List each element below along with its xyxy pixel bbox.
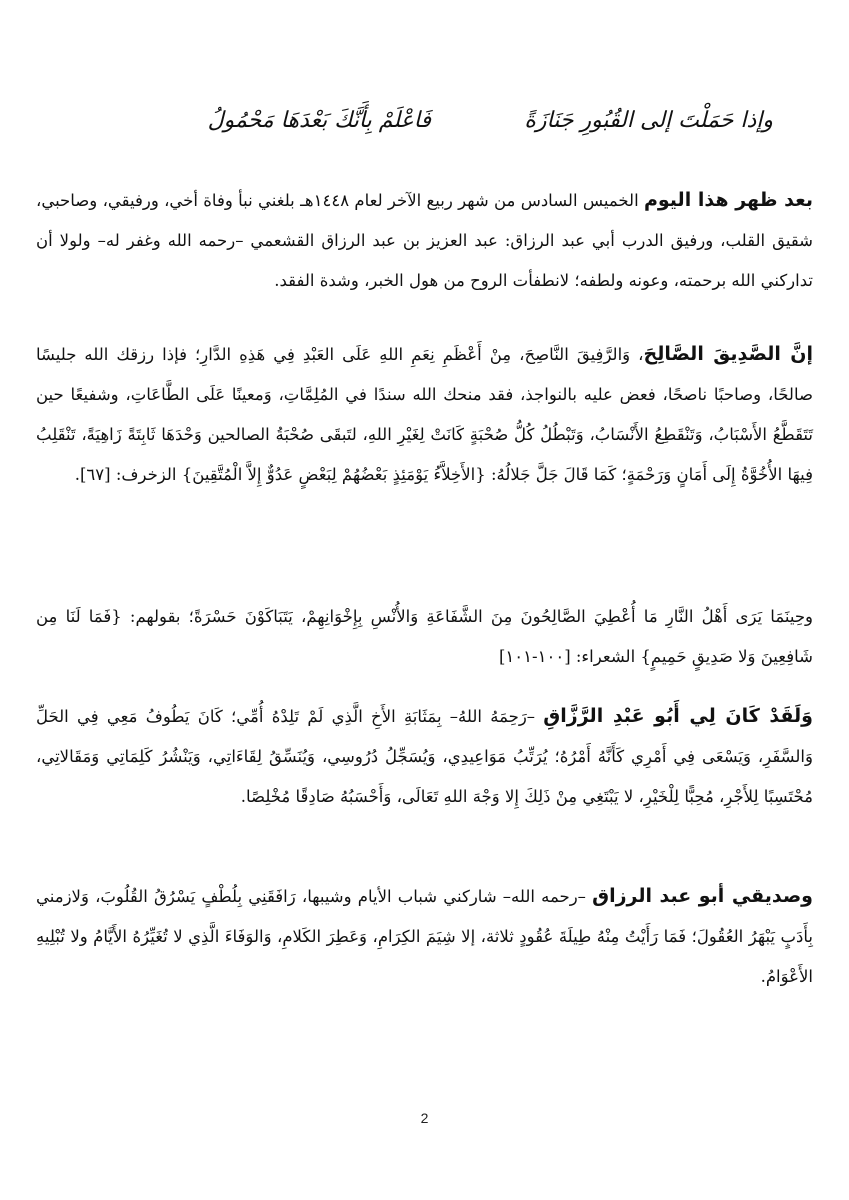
paragraph-lead: وَلَقَدْ كَانَ لِي أَبُو عَبْدِ الرَّزَّاقِ <box>543 705 813 727</box>
verse-first-hemistich: وإذا حَمَلْتَ إلى القُبُورِ جَنَازَةً <box>524 108 773 133</box>
paragraph-lead: وصديقي أبو عبد الرزاق <box>592 885 813 907</box>
verse-second-hemistich: فَاعْلَمْ بِأَنَّكَ بَعْدَهَا مَحْمُولُ <box>207 108 431 133</box>
paragraph-lead: بعد ظهر هذا اليوم <box>643 189 813 211</box>
paragraph-4 <box>36 696 813 817</box>
paragraph-body: الخميس السادس من شهر ربيع الآخر لعام ١٤٤٨هـ بلغني نبأ وفاة أخي، ورفيقي، وصاحبي، شقيق القلب، ورفيق الدرب أبي عبد الرزاق: عبد العزيز بن عبد الرزاق القشعمي –رحمه الله وغفر له– ولولا أن تداركني الله برحمته، وعونه ولطفه؛ لانطفأت الروح من هول الخبر، وشدة الفقد. <box>36 191 813 290</box>
page-number: 2 <box>420 1110 429 1126</box>
poetry-verse <box>0 108 849 148</box>
paragraph-3 <box>36 596 813 677</box>
paragraph-body: –رَحِمَهُ اللهُ– بِمَثَابَةِ الأَخِ الَّذِي لَمْ تَلِدْهُ أُمِّي؛ كَانَ يَطُوفُ مَعِي فِي الحَلِّ وَالسَّفَرِ، وَيَسْعَى فِي أَمْرِي كَأَنَّهُ أَمْرُهُ؛ يُرَتِّبُ مَوَاعِيدِي، وَيُسَجِّلُ دُرُوسِي، وَيُنَسِّقُ لِقَاءَاتِي، وَيَنْشُرُ كَلِمَاتِي وَمَقَالاتِي، مُحْتَسِبًا لِلأَجْرِ، مُحِبًّا لِلْخَيْرِ، لا يَبْتَغِي مِنْ ذَلِكَ إِلا وَجْهَ اللهِ تَعَالَى، وَأَحْسَبُهُ صَادِقًا مُخْلِصًا. <box>36 707 813 806</box>
paragraph-1 <box>36 180 813 301</box>
paragraph-2 <box>36 334 813 495</box>
paragraph-body: ، وَالرَّفِيقَ النَّاصِحَ، مِنْ أَعْظَمِ نِعَمِ اللهِ عَلَى العَبْدِ فِي هَذِهِ الدَّارِ؛ فإذا رزقك الله جليسًا صالحًا، وصاحبًا ناصحًا، فعض عليه بالنواجذ، فقد منحك الله سندًا في المُلِمَّاتِ، وَمعينًا عَلَى الطَّاعَاتِ، وشفيعًا حين تَتَقَطَّعُ الأَسْبَابُ، وَتَنْقَطِعُ الأَنْسَابُ، وَتَبْطُلُ كُلُّ صُحْبَةٍ كَانَتْ لِغَيْرِ اللهِ، لتَبقَى صُحْبَةُ الصالحين وَحْدَهَا ثَابِتَةً زَاهِيَةً، تَنْقَلِبُ فِيهَا الأُخُوَّةُ إِلَى أَمَانٍ وَرَحْمَةٍ؛ كَمَا قَالَ جَلَّ جَلالُهُ: {الأَخِلاَّءُ يَوْمَئِذٍ بَعْضُهُمْ لِبَعْضٍ عَدُوٌّ إِلاَّ الْمُتَّقِينَ} الزخرف: [٦٧]. <box>36 345 813 484</box>
paragraph-body: –رحمه الله– شاركني شباب الأيام وشيبها، رَافَقَنِي بِلُطْفٍ يَسْرُقُ القُلُوبَ، وَلازمني بِأَدَبٍ يَبْهَرُ العُقُولَ؛ فَمَا رَأَيْتُ مِنْهُ طِيلَةَ عُقُودٍ ثلاثة، إلا شِيَمَ الكِرَامِ، وَعَطِرَ الكَلامِ، وَالوَفَاءَ الَّذِي لا تُغَيِّرُهُ الأَيَّامُ ولا تُبْلِيهِ الأَعْوَامُ. <box>36 887 813 986</box>
paragraph-lead: إنَّ الصَّدِيقَ الصَّالِحَ <box>643 343 813 365</box>
paragraph-body: وحِينَمَا يَرَى أَهْلُ النَّارِ مَا أُعْطِيَ الصَّالِحُونَ مِنَ الشَّفَاعَةِ وَالأُنْسِ بِإِخْوَانِهِمْ، يَتَبَاكَوْنَ حَسْرَةً؛ بقولهم: {فَمَا لَنَا مِن شَافِعِينَ وَلا صَدِيقٍ حَمِيمٍ} الشعراء: [١٠٠-١٠١] <box>36 607 813 666</box>
paragraph-5 <box>36 876 813 997</box>
